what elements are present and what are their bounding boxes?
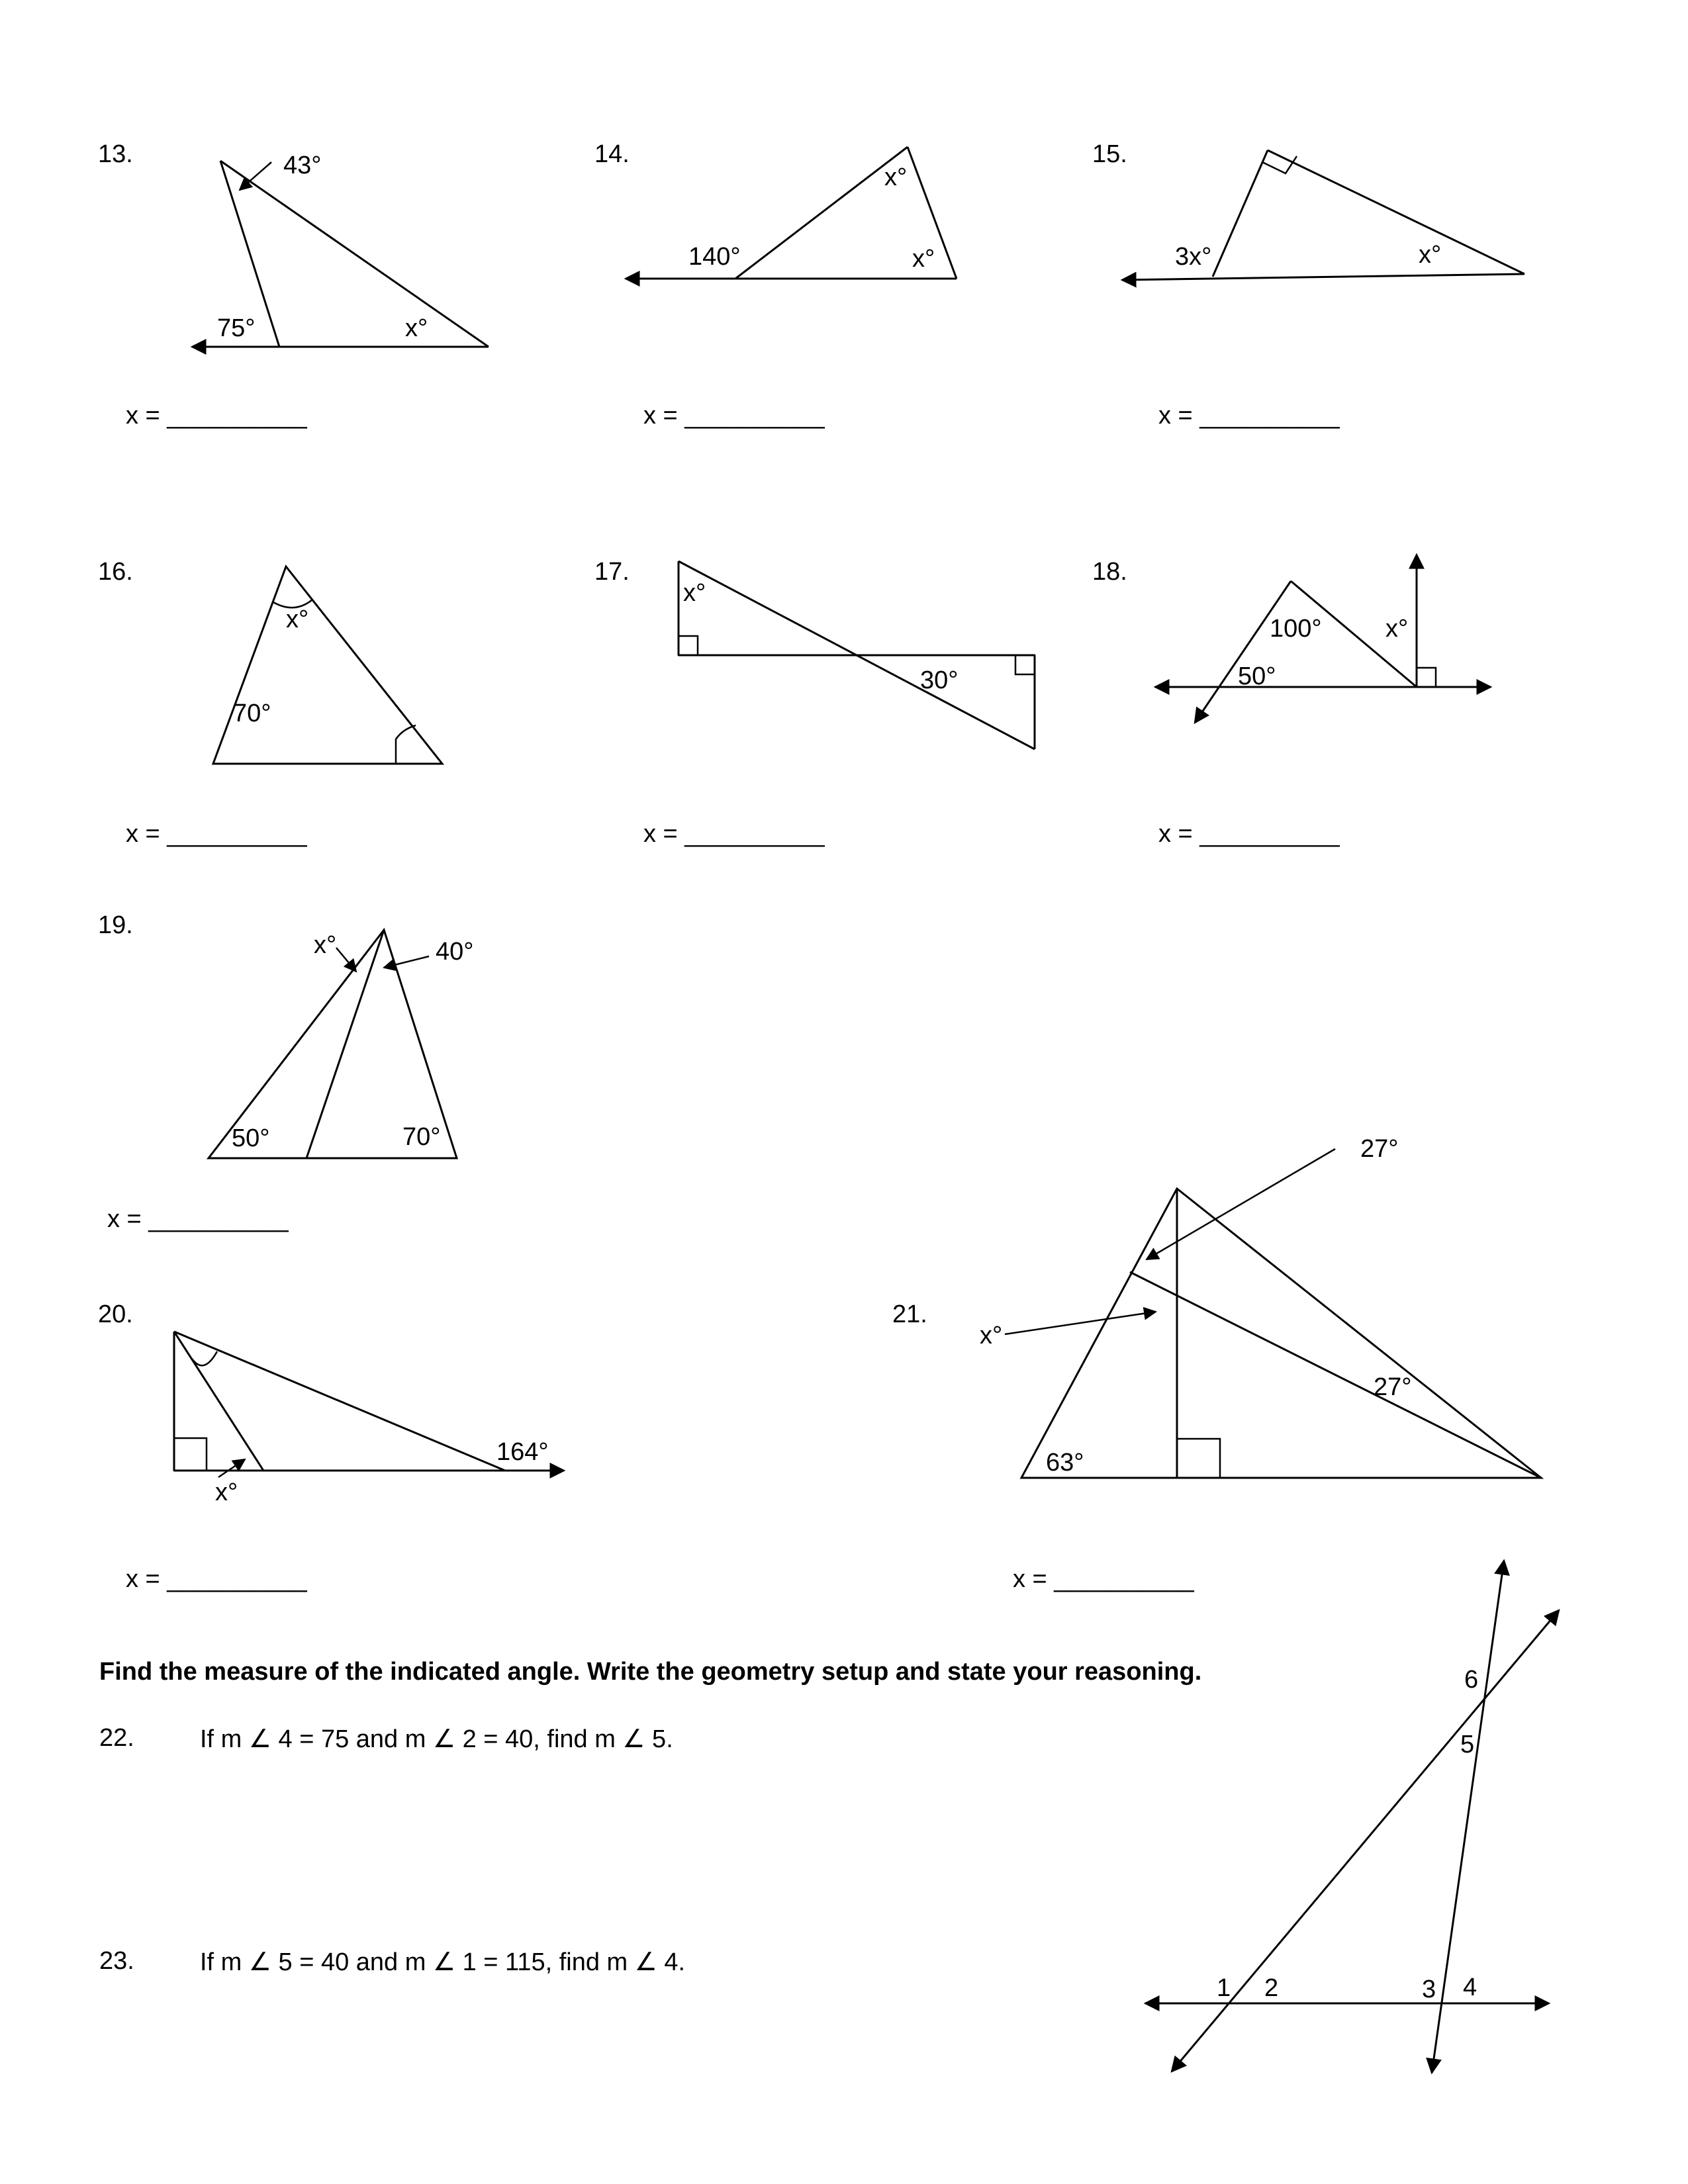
angle-label: x°: [405, 314, 428, 342]
angle-number: 5: [1460, 1731, 1475, 1758]
answer-blank[interactable]: x = __________: [1158, 402, 1340, 430]
problem-number: 13.: [98, 140, 133, 168]
answer-blank[interactable]: x = __________: [107, 1205, 289, 1233]
angle-label: 63°: [1046, 1449, 1084, 1477]
angle-number: 3: [1422, 1976, 1436, 2003]
angle-label: 70°: [402, 1123, 441, 1151]
problem-13: [98, 140, 489, 430]
answer-blank[interactable]: x = __________: [126, 402, 307, 430]
question-23-text: If m ∠ 5 = 40 and m ∠ 1 = 115, find m ∠ 4.: [200, 1948, 686, 1976]
angle-label: x°: [980, 1322, 1003, 1349]
angle-label: x°: [215, 1479, 238, 1506]
section-instruction: Find the measure of the indicated angle. Write the geometry setup and state your reasoning.: [99, 1658, 1202, 1686]
angle-label: 50°: [1238, 662, 1276, 690]
angle-number: 2: [1264, 1974, 1279, 2002]
problem-21: [892, 1135, 1541, 1593]
angle-label: x°: [884, 163, 908, 191]
answer-blank[interactable]: x = __________: [643, 820, 825, 848]
angle-label: x°: [286, 606, 309, 633]
angle-label: 70°: [233, 700, 271, 727]
question-22-number: 22.: [99, 1724, 134, 1752]
angle-number: 1: [1217, 1974, 1231, 2002]
question-22-text: If m ∠ 4 = 75 and m ∠ 2 = 40, find m ∠ 5.: [200, 1725, 673, 1753]
problem-number: 19.: [98, 911, 133, 939]
angle-label: 140°: [688, 243, 741, 271]
problem-number: 16.: [98, 558, 133, 586]
angle-number: 6: [1464, 1666, 1479, 1694]
angle-label: 164°: [496, 1438, 549, 1466]
angle-label: x°: [1419, 241, 1442, 269]
angle-number: 4: [1463, 1974, 1477, 2001]
problem-17: [594, 558, 1035, 848]
problem-number: 14.: [594, 140, 630, 168]
angle-label: 100°: [1270, 615, 1322, 643]
problem-number: 15.: [1092, 140, 1127, 168]
angle-label: 3x°: [1175, 243, 1212, 271]
angle-label: 27°: [1374, 1373, 1412, 1401]
problem-20: [98, 1300, 564, 1593]
problem-14: [594, 140, 957, 430]
angle-label: x°: [683, 579, 706, 607]
problem-number: 20.: [98, 1300, 133, 1328]
angle-label: 50°: [232, 1124, 270, 1152]
angle-label: x°: [314, 931, 337, 959]
question-23-number: 23.: [99, 1947, 134, 1975]
problem-19: [98, 911, 473, 1233]
problem-15: [1092, 140, 1524, 430]
problem-number: 21.: [892, 1300, 927, 1328]
angle-label: 75°: [217, 314, 256, 342]
answer-blank[interactable]: x = __________: [126, 1565, 307, 1593]
problem-number: 18.: [1092, 558, 1127, 586]
angle-label: 43°: [283, 152, 322, 179]
problem-16: [98, 558, 442, 848]
angle-label: x°: [1385, 615, 1409, 643]
angle-label: 27°: [1360, 1135, 1399, 1163]
answer-blank[interactable]: x = __________: [126, 820, 307, 848]
answer-blank[interactable]: x = __________: [1013, 1565, 1194, 1593]
problem-18: [1092, 555, 1491, 848]
transversal-diagram: [1145, 1561, 1559, 2073]
answer-blank[interactable]: x = __________: [1158, 820, 1340, 848]
angle-label: x°: [912, 245, 935, 273]
answer-blank[interactable]: x = __________: [643, 402, 825, 430]
problem-number: 17.: [594, 558, 630, 586]
angle-label: 30°: [920, 666, 959, 694]
angle-label: 40°: [436, 938, 474, 966]
